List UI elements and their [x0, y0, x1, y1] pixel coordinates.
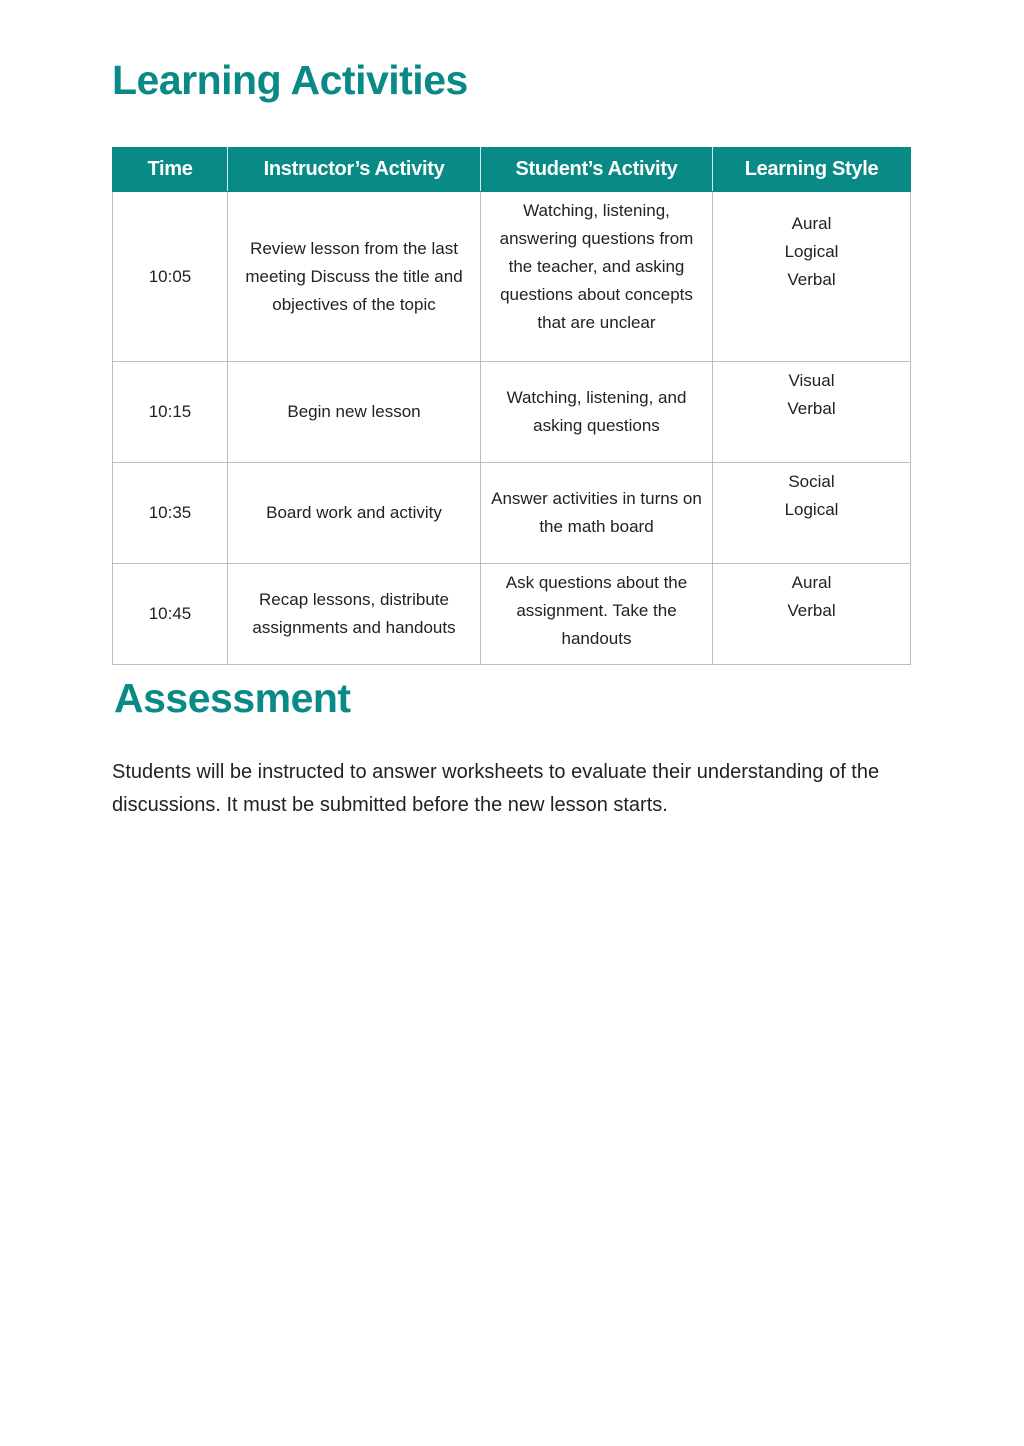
- time-cell: 10:45: [113, 564, 228, 665]
- column-header-instructor-activity: Instructor’s Activity: [228, 148, 481, 192]
- learning-style-item: Aural: [791, 214, 832, 233]
- assessment-title: Assessment: [114, 675, 351, 721]
- table-row: [113, 564, 911, 665]
- student-activity-cell: Watching, listening, and asking questions: [481, 362, 713, 463]
- learning-style-item: Logical: [784, 500, 839, 519]
- instructor-activity-cell: Board work and activity: [228, 463, 481, 564]
- column-header-learning-style: Learning Style: [713, 148, 911, 192]
- learning-activities-title: Learning Activities: [112, 57, 468, 103]
- learning-style-item: Verbal: [787, 270, 836, 289]
- learning-style-cell: [713, 463, 911, 564]
- learning-style-item: Verbal: [787, 399, 836, 418]
- time-cell: 10:15: [113, 362, 228, 463]
- table-row: [113, 192, 911, 362]
- assessment-paragraph: Students will be instructed to answer worksheets to evaluate their understanding of the discussions. It must be submitted before the new lesson starts.: [112, 761, 880, 816]
- learning-style-cell: [713, 564, 911, 665]
- instructor-activity-cell: Begin new lesson: [228, 362, 481, 463]
- time-cell: 10:35: [113, 463, 228, 564]
- student-activity-cell: Answer activities in turns on the math board: [481, 463, 713, 564]
- column-header-student-activity: Student’s Activity: [481, 148, 713, 192]
- instructor-activity-cell: Review lesson from the last meeting Discuss the title and objectives of the topic: [228, 192, 481, 362]
- student-activity-cell: Watching, listening, answering questions from the teacher, and asking questions about concepts that are unclear: [481, 192, 713, 362]
- student-activity-cell: Ask questions about the assignment. Take the handouts: [481, 564, 713, 665]
- learning-style-item: Aural: [791, 573, 832, 592]
- column-header-time: Time: [113, 148, 228, 192]
- learning-style-item: Social: [788, 472, 835, 491]
- table-row: [113, 362, 911, 463]
- learning-style-item: Logical: [784, 242, 839, 261]
- learning-style-cell: [713, 362, 911, 463]
- time-cell: 10:05: [113, 192, 228, 362]
- table-row: [113, 463, 911, 564]
- learning-style-item: Visual: [788, 371, 835, 390]
- learning-activities-table: [112, 147, 911, 665]
- instructor-activity-cell: Recap lessons, distribute assignments and handouts: [228, 564, 481, 665]
- learning-style-cell: [713, 192, 911, 362]
- learning-style-item: Verbal: [787, 601, 836, 620]
- table-header-row: [113, 148, 911, 192]
